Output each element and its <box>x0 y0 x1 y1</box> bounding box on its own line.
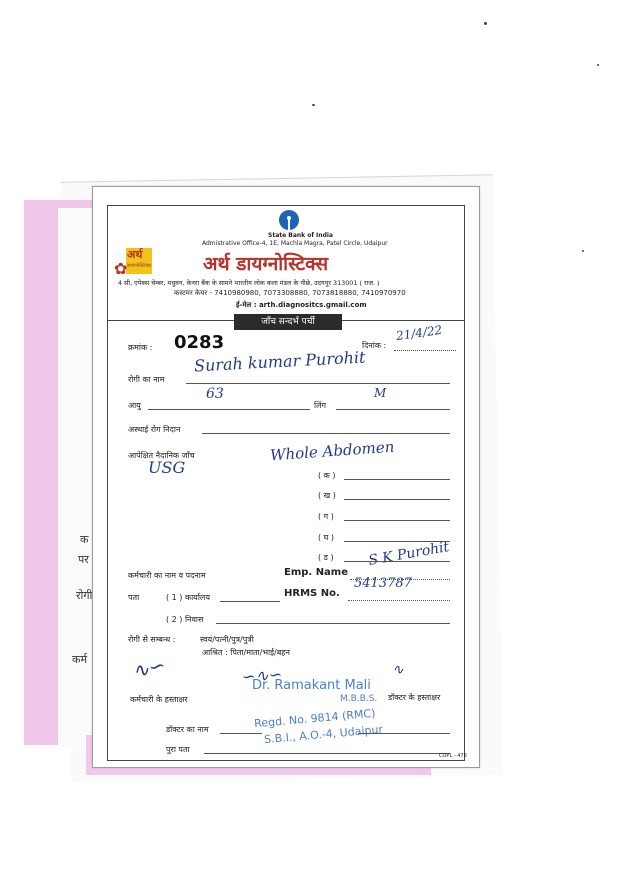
stamp-office: S.B.I., A.O.-4, Udaipur <box>263 722 384 747</box>
test-slot-da: ( ड ) <box>318 553 334 562</box>
test-whole-abdomen: Whole Abdomen <box>269 437 395 465</box>
test-slot-gha: ( घ ) <box>318 533 335 542</box>
doctor-name-label: डॉक्टर का नाम <box>166 725 209 734</box>
patient-name-value: Surah kumar Purohit <box>193 347 366 376</box>
brand-name: अर्थ डायग्नोस्टिक्स <box>203 253 329 275</box>
form-code: COPL - 476 <box>439 753 467 759</box>
stamp-doctor-name: Dr. Ramakant Mali <box>252 678 371 693</box>
hrms-value: 5413787 <box>354 576 412 591</box>
residence-label: ( 2 ) निवास <box>166 615 204 624</box>
age-label: आयु <box>128 401 141 410</box>
relation-label: रोगी से सम्बन्ध : <box>128 635 176 644</box>
brand-address: 4 सी, एपेक्स चेम्बर, मधुवन, केनरा बैंक के सामने भारतीय लोक कला मंडल के पीछे, उदयपुर 313001 ( राज. ) <box>118 279 380 287</box>
stamp-degree: M.B.B.S. <box>340 694 378 704</box>
test-slot-ka: ( क ) <box>318 471 336 480</box>
speck <box>484 22 487 25</box>
sbi-logo-icon <box>279 210 299 230</box>
logo-text: अर्थ <box>127 248 143 261</box>
serial-number: 0283 <box>174 332 225 353</box>
emp-name-value: S K Purohit <box>367 539 451 569</box>
side-fragment: रोगी <box>76 589 93 602</box>
side-fragment: पर <box>78 553 89 566</box>
dependent-options: आश्रित : पिता/माता/भाई/बहन <box>202 648 290 657</box>
doctor-sign-label: डॉक्टर के हस्ताक्षर <box>388 693 441 702</box>
age-value: 63 <box>206 386 224 402</box>
diagnosis-label: अस्थाई रोग निदान <box>128 425 181 434</box>
test-slot-ga: ( ग ) <box>318 512 334 521</box>
form-header <box>108 206 464 321</box>
referral-form <box>92 186 480 768</box>
brand-email: ई-मेल : arth.diagnositcs.gmail.com <box>236 301 367 309</box>
side-fragment: क <box>80 533 89 546</box>
office-line: Admistrative Office-4, 1E, Machla Magra, Patel Circle, Udaipur <box>202 240 388 247</box>
side-fragment: कर्म <box>72 653 88 666</box>
sex-value: M <box>374 386 387 400</box>
address-label: पता <box>128 593 140 602</box>
test-usg: USG <box>148 458 186 477</box>
doctor-initials: ∿ <box>392 662 404 678</box>
doctor-signature: ∽∿∽ <box>241 664 283 687</box>
relation-options: स्वयं/पत्नी/पुत्र/पुत्री <box>200 635 254 644</box>
form-frame <box>107 205 465 761</box>
speck <box>582 250 584 252</box>
tests-label: आपेक्षित नैदानिक जाँच <box>128 451 195 460</box>
emp-name-label: Emp. Name <box>284 567 349 578</box>
employee-label: कर्मचारी का नाम व पदनाम <box>128 571 206 580</box>
sex-label: लिंग <box>314 401 326 410</box>
logo-subtext: डायग्नोस्टिक्स <box>127 263 152 269</box>
serial-label: क्रमांक : <box>128 343 153 352</box>
date-value: 21/4/22 <box>395 322 444 344</box>
employee-sign-label: कर्मचारी के हस्ताक्षर <box>130 695 188 704</box>
office-label: ( 1 ) कार्यालय <box>166 593 210 602</box>
full-address-label: पुरा पता <box>166 745 190 754</box>
sbi-name: State Bank of India <box>268 232 333 239</box>
date-label: दिनांक : <box>362 341 387 350</box>
stamp-reg: Regd. No. 9814 (RMC) <box>253 706 376 731</box>
patient-name-label: रोगी का नाम <box>128 375 165 384</box>
speck <box>312 104 315 106</box>
employee-signature: ∿∽ <box>129 652 168 684</box>
arth-logo-icon: अर्थ डायग्नोस्टिक्स ✿ <box>114 248 152 278</box>
brand-phones: कस्टमर केयर - 7410980980, 7073308880, 7073818880, 7410970970 <box>174 289 406 297</box>
form-title: जाँच सन्दर्भ पर्ची <box>234 314 342 330</box>
hrms-label: HRMS No. <box>284 588 340 599</box>
speck <box>597 64 599 66</box>
test-slot-kha: ( ख ) <box>318 491 336 500</box>
